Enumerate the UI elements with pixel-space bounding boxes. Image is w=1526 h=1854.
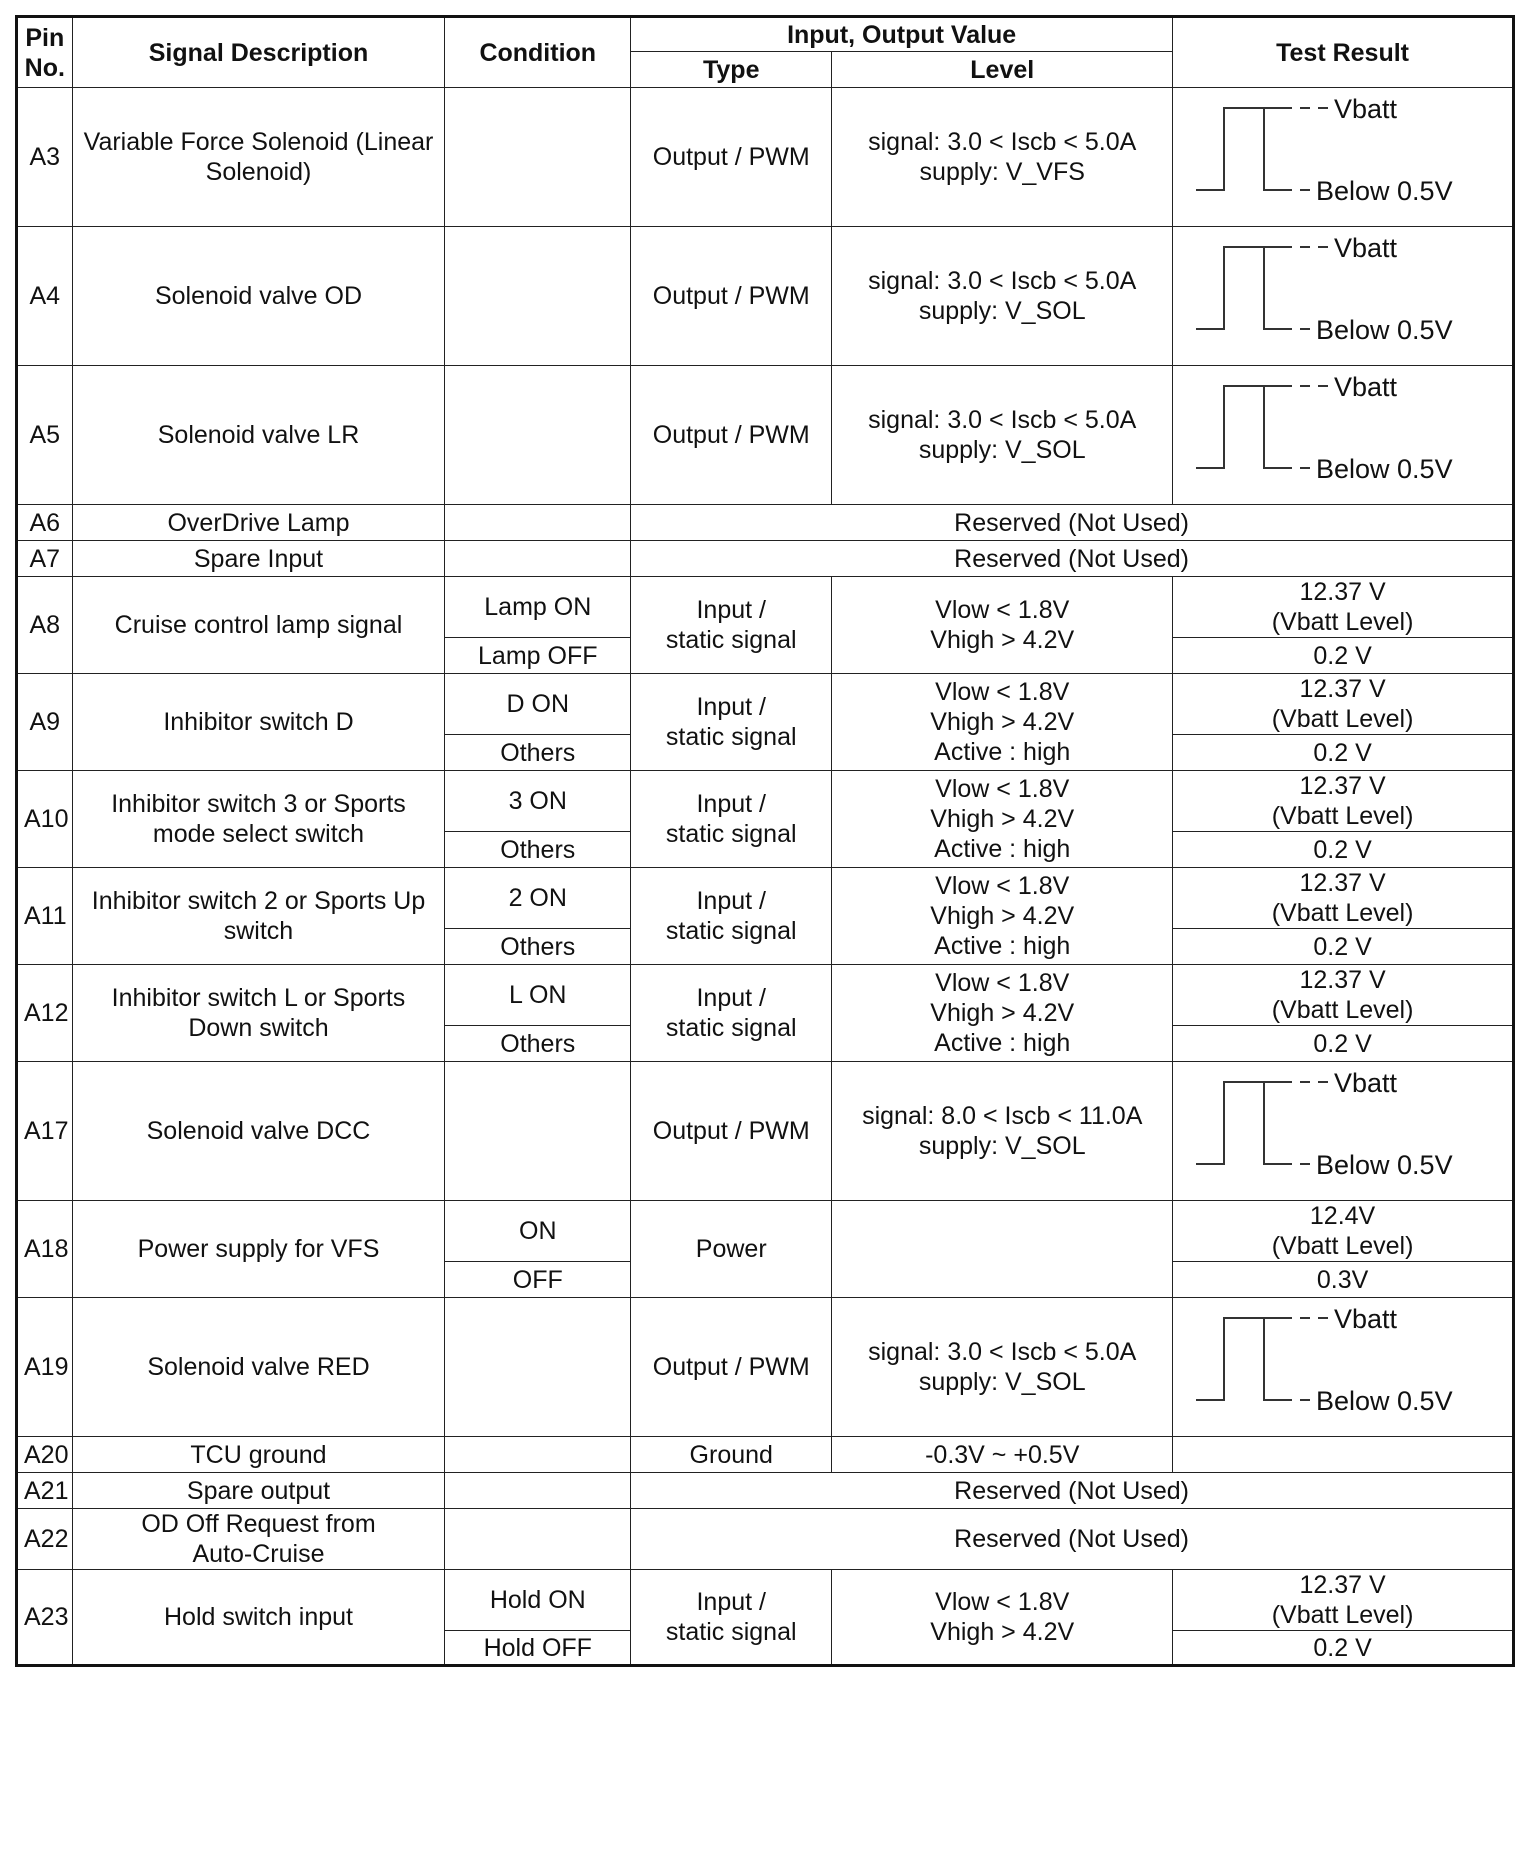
signal-cell: Solenoid valve RED [72,1298,445,1437]
condition-cell [445,505,631,541]
reserved-cell: Reserved (Not Used) [631,541,1514,577]
waveform-high-label: Vbatt [1333,1068,1397,1098]
condition-cell [445,227,631,366]
header-signal-description: Signal Description [72,17,445,88]
result-on-cell: 12.37 V (Vbatt Level) [1173,965,1514,1026]
condition-cell [445,1473,631,1509]
waveform-low-label: Below 0.5V [1315,315,1453,345]
pin-cell: A9 [17,674,73,771]
type-cell: Input / static signal [631,674,832,771]
signal-cell: Inhibitor switch L or Sports Down switch [72,965,445,1062]
level-cell: signal: 3.0 < Iscb < 5.0A supply: V_SOL [832,1298,1173,1437]
table-row [17,366,1514,505]
reserved-cell: Reserved (Not Used) [631,1509,1514,1570]
table-row [17,227,1514,366]
condition-cell [445,1298,631,1437]
waveform-high-label: Vbatt [1333,372,1397,402]
result-off-cell: 0.2 V [1173,735,1514,771]
pwm-waveform-icon [1174,1062,1512,1200]
table-row [17,577,1514,638]
pin-cell: A22 [17,1509,73,1570]
result-off-cell: 0.2 V [1173,832,1514,868]
condition-cell [445,366,631,505]
level-cell: Vlow < 1.8V Vhigh > 4.2V [832,1570,1173,1666]
condition-cell [445,1062,631,1201]
condition-off-cell: Others [445,1026,631,1062]
level-cell: signal: 3.0 < Iscb < 5.0A supply: V_SOL [832,366,1173,505]
result-cell [1173,1062,1514,1201]
signal-cell: Spare Input [72,541,445,577]
type-cell: Input / static signal [631,1570,832,1666]
level-cell: Vlow < 1.8V Vhigh > 4.2V Active : high [832,965,1173,1062]
signal-cell: Inhibitor switch 2 or Sports Up switch [72,868,445,965]
condition-on-cell: Lamp ON [445,577,631,638]
level-cell: -0.3V ~ +0.5V [832,1437,1173,1473]
reserved-cell: Reserved (Not Used) [631,1473,1514,1509]
pwm-waveform-icon [1174,88,1512,226]
result-on-cell: 12.37 V (Vbatt Level) [1173,868,1514,929]
condition-cell [445,88,631,227]
table-row [17,868,1514,929]
condition-on-cell: ON [445,1201,631,1262]
type-cell: Ground [631,1437,832,1473]
reserved-cell: Reserved (Not Used) [631,505,1514,541]
condition-off-cell: Others [445,929,631,965]
pin-cell: A8 [17,577,73,674]
level-cell: signal: 3.0 < Iscb < 5.0A supply: V_SOL [832,227,1173,366]
signal-cell: Spare output [72,1473,445,1509]
table-row [17,88,1514,227]
waveform-low-label: Below 0.5V [1315,1386,1453,1416]
signal-cell: OverDrive Lamp [72,505,445,541]
pin-cell: A18 [17,1201,73,1298]
table-row [17,1437,1514,1473]
header-condition: Condition [445,17,631,88]
type-cell: Power [631,1201,832,1298]
pin-cell: A23 [17,1570,73,1666]
signal-cell: Solenoid valve DCC [72,1062,445,1201]
signal-cell: Inhibitor switch 3 or Sports mode select switch [72,771,445,868]
signal-cell: Variable Force Solenoid (Linear Solenoid) [72,88,445,227]
waveform [1173,88,1512,226]
pin-cell: A19 [17,1298,73,1437]
condition-off-cell: Others [445,735,631,771]
condition-on-cell: D ON [445,674,631,735]
level-cell [832,1201,1173,1298]
result-on-cell: 12.37 V (Vbatt Level) [1173,674,1514,735]
level-cell: Vlow < 1.8V Vhigh > 4.2V Active : high [832,868,1173,965]
result-cell [1173,1437,1514,1473]
type-cell: Input / static signal [631,771,832,868]
table-row [17,1570,1514,1631]
table-row [17,541,1514,577]
result-cell [1173,227,1514,366]
table-row [17,674,1514,735]
condition-cell [445,1437,631,1473]
waveform-low-label: Below 0.5V [1315,176,1453,206]
header-io-value: Input, Output Value [631,17,1173,52]
condition-on-cell: L ON [445,965,631,1026]
type-cell: Input / static signal [631,577,832,674]
type-cell: Output / PWM [631,227,832,366]
waveform [1173,1062,1512,1200]
table-row [17,1201,1514,1262]
result-on-cell: 12.37 V (Vbatt Level) [1173,771,1514,832]
signal-cell: Power supply for VFS [72,1201,445,1298]
condition-on-cell: Hold ON [445,1570,631,1631]
signal-cell: Solenoid valve LR [72,366,445,505]
result-cell [1173,1298,1514,1437]
pin-test-table-page [15,15,1515,1845]
result-off-cell: 0.2 V [1173,638,1514,674]
header-test-result: Test Result [1173,17,1514,88]
pwm-waveform-icon [1174,227,1512,365]
waveform-high-label: Vbatt [1333,1304,1397,1334]
waveform-low-label: Below 0.5V [1315,454,1453,484]
result-off-cell: 0.2 V [1173,1631,1514,1666]
condition-on-cell: 3 ON [445,771,631,832]
header-pin: Pin No. [17,17,73,88]
waveform-high-label: Vbatt [1333,94,1397,124]
level-cell: signal: 3.0 < Iscb < 5.0A supply: V_VFS [832,88,1173,227]
table-row [17,1298,1514,1437]
pin-cell: A6 [17,505,73,541]
pin-cell: A20 [17,1437,73,1473]
type-cell: Input / static signal [631,868,832,965]
table-row [17,965,1514,1026]
pin-cell: A5 [17,366,73,505]
waveform-high-label: Vbatt [1333,233,1397,263]
level-cell: Vlow < 1.8V Vhigh > 4.2V Active : high [832,674,1173,771]
type-cell: Output / PWM [631,366,832,505]
level-cell: signal: 8.0 < Iscb < 11.0A supply: V_SOL [832,1062,1173,1201]
condition-cell [445,541,631,577]
level-cell: Vlow < 1.8V Vhigh > 4.2V [832,577,1173,674]
table-row [17,1473,1514,1509]
header-type: Type [631,52,832,88]
pin-cell: A3 [17,88,73,227]
table-row [17,771,1514,832]
table-row [17,1509,1514,1570]
waveform-low-label: Below 0.5V [1315,1150,1453,1180]
condition-off-cell: Lamp OFF [445,638,631,674]
signal-cell: Inhibitor switch D [72,674,445,771]
result-on-cell: 12.37 V (Vbatt Level) [1173,577,1514,638]
header-level: Level [832,52,1173,88]
table-row [17,505,1514,541]
condition-off-cell: Others [445,832,631,868]
pin-test-table [15,15,1515,1667]
waveform [1173,366,1512,504]
waveform [1173,227,1512,365]
signal-cell: TCU ground [72,1437,445,1473]
pwm-waveform-icon [1174,1298,1512,1436]
type-cell: Output / PWM [631,88,832,227]
result-on-cell: 12.4V (Vbatt Level) [1173,1201,1514,1262]
pin-cell: A12 [17,965,73,1062]
signal-cell: Hold switch input [72,1570,445,1666]
pin-cell: A7 [17,541,73,577]
pin-cell: A11 [17,868,73,965]
condition-off-cell: Hold OFF [445,1631,631,1666]
type-cell: Output / PWM [631,1298,832,1437]
pin-cell: A21 [17,1473,73,1509]
pin-cell: A17 [17,1062,73,1201]
result-cell [1173,88,1514,227]
type-cell: Input / static signal [631,965,832,1062]
level-cell: Vlow < 1.8V Vhigh > 4.2V Active : high [832,771,1173,868]
result-on-cell: 12.37 V (Vbatt Level) [1173,1570,1514,1631]
result-off-cell: 0.2 V [1173,1026,1514,1062]
waveform [1173,1298,1512,1436]
signal-cell: OD Off Request from Auto-Cruise [72,1509,445,1570]
signal-cell: Solenoid valve OD [72,227,445,366]
result-off-cell: 0.2 V [1173,929,1514,965]
result-off-cell: 0.3V [1173,1262,1514,1298]
condition-cell [445,1509,631,1570]
result-cell [1173,366,1514,505]
pwm-waveform-icon [1174,366,1512,504]
condition-on-cell: 2 ON [445,868,631,929]
condition-off-cell: OFF [445,1262,631,1298]
type-cell: Output / PWM [631,1062,832,1201]
signal-cell: Cruise control lamp signal [72,577,445,674]
pin-cell: A10 [17,771,73,868]
pin-cell: A4 [17,227,73,366]
table-row [17,1062,1514,1201]
